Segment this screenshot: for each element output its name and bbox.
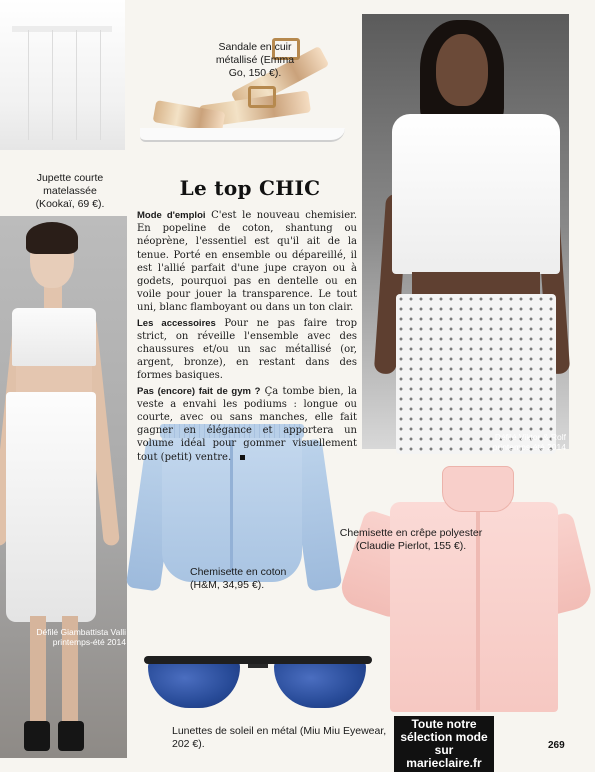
caption-chemisette-crepe-line1: Chemisette en crêpe polyester — [339, 527, 483, 539]
caption-jupette-line1: Jupette courte matelassée — [36, 172, 104, 197]
marieclaire-promo-link[interactable] — [394, 716, 494, 772]
article-text-accessoires: Pour ne pas faire trop strict, on réveille l'ensemble avec des chaussures et/ou un sac métallisé (or, argent, bronze), en restant dans des formes basiques. — [137, 317, 357, 382]
runway-credit-right-line1: Défilé Viktor & Rolf — [494, 432, 566, 442]
caption-jupette-line2: (Kookaï, 69 €). — [35, 198, 105, 210]
promo-line3: sur marieclaire.fr — [406, 743, 482, 770]
article-text-gym: Ça tombe bien, la veste a envahi les podiums : longue ou courte, avec ou sans manches, elle fait gagner en élégance et apportera un volume idéal pour gommer visuellement tout (petit) ventre. — [137, 385, 357, 463]
sunglasses-image — [140, 646, 376, 714]
pink-crepe-shirt-image — [344, 466, 584, 716]
caption-sandale-line2: métallisé (Emma — [215, 54, 295, 66]
page-number: 269 — [548, 740, 565, 751]
caption-chemisette-crepe-line2: (Claudie Pierlot, 155 €). — [355, 540, 467, 552]
article-lead-gym: Pas (encore) fait de gym ? — [137, 385, 261, 397]
caption-chemisette-coton-line1: Chemisette en coton — [190, 566, 287, 578]
article-lead-mode-emploi: Mode d'emploi — [137, 210, 206, 221]
article-title: Le top CHIC — [179, 176, 321, 200]
caption-jupette — [10, 172, 130, 211]
article-end-mark — [240, 455, 245, 460]
article-lead-accessoires: Les accessoires — [137, 317, 216, 329]
runway-credit-left-line1: Défilé Giambattista Valli — [36, 627, 126, 637]
runway-credit-right-line2: printemps-été 2014 — [492, 442, 566, 452]
caption-chemisette-coton — [190, 566, 310, 592]
runway-credit-right — [462, 432, 566, 452]
article-paragraph-mode-emploi — [137, 209, 357, 315]
promo-line2: sélection mode — [400, 730, 488, 744]
caption-chemisette-crepe — [336, 527, 486, 553]
article-body — [137, 209, 357, 466]
article-text-mode-emploi: C'est le nouveau chemisier. En popeline de coton, shantung ou néoprène, l'essentiel est qu'il ait de la tenue. Porté en ensemble ou dépareillé, il est l'allié parfait d'une jupe crayon ou à godets, pourquoi pas en dentelle ou en voile pour jouer la transparence. Le tout uni, blanc flamboyant ou dans un ton clair. — [137, 210, 357, 314]
runway-credit-left-line2: printemps-été 2014 — [52, 637, 126, 647]
caption-sandale-line3: Go, 150 €). — [228, 67, 282, 79]
quilted-skirt-image — [0, 0, 125, 150]
caption-sandale-line1: Sandale en cuir — [218, 41, 292, 53]
caption-chemisette-coton-line2: (H&M, 34,95 €). — [190, 579, 265, 591]
runway-model-right-image — [362, 14, 569, 449]
caption-sandale — [210, 41, 300, 80]
article-paragraph-gym — [137, 385, 357, 464]
article-paragraph-accessoires — [137, 317, 357, 383]
promo-line1: Toute notre — [411, 717, 477, 731]
runway-credit-left — [22, 627, 126, 647]
runway-model-left-image — [0, 216, 127, 758]
caption-lunettes: Lunettes de soleil en métal (Miu Miu Eyewear, 202 €). — [172, 725, 387, 750]
